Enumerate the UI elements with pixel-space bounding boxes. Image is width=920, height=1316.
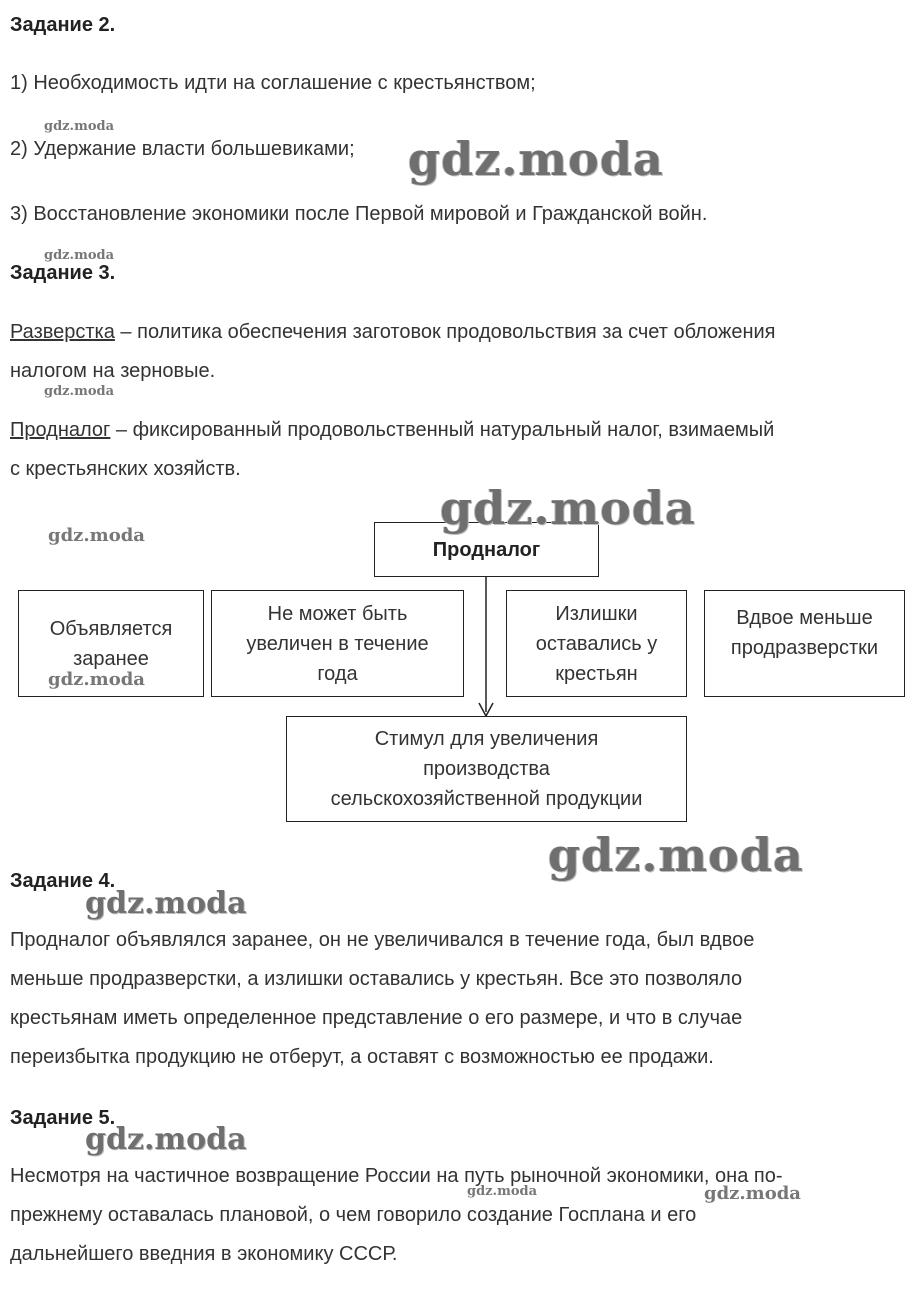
term-prodnalog: Продналог: [10, 419, 111, 441]
task4-paragraph: [10, 921, 915, 1077]
result-line2: производства: [423, 758, 550, 780]
box4-line2: продразверстки: [730, 637, 879, 659]
definition-text-line1: – политика обеспечения заготовок продовольствия за счет обложения: [114, 321, 776, 343]
task5-heading: Задание 5.: [10, 1107, 116, 1129]
diagram-top-label: Продналог: [432, 538, 541, 561]
diagram-result-box: [286, 716, 687, 822]
watermark: gdz.moda: [85, 886, 247, 921]
result-line1: Стимул для увеличения: [374, 728, 599, 750]
task2-item-3: 3) Восстановление экономики после Первой мировой и Гражданской войн.: [10, 203, 708, 225]
watermark: gdz.moda: [440, 481, 696, 535]
diagram-box-2: [211, 590, 464, 697]
task5-line: Несмотря на частичное возвращение России на путь рыночной экономики, она по-: [10, 1165, 783, 1187]
box2-line1: Не может быть: [267, 602, 408, 625]
definition-text-line1: – фиксированный продовольственный натуральный налог, взимаемый: [110, 419, 775, 441]
watermark: gdz.moda: [44, 248, 115, 263]
task4-line: переизбытка продукцию не отберут, а оставят с возможностью ее продажи.: [10, 1046, 714, 1068]
watermark: gdz.moda: [48, 525, 145, 546]
task5-line: дальнейшего введния в экономику СССР.: [10, 1243, 398, 1265]
watermark: gdz.moda: [548, 828, 804, 882]
task4-heading: Задание 4.: [10, 870, 116, 892]
watermark: gdz.moda: [85, 1122, 247, 1157]
task2-item-1: 1) Необходимость идти на соглашение с крестьянством;: [10, 72, 536, 94]
result-line3: сельскохозяйственной продукции: [330, 788, 643, 810]
box4-line1: Вдвое меньше: [736, 607, 873, 629]
box1-line2: заранее: [73, 647, 149, 670]
diagram-box-3: [506, 590, 687, 697]
task2-heading: Задание 2.: [10, 14, 116, 36]
watermark: gdz.moda: [704, 1183, 801, 1204]
box1-line1: Объявляется: [49, 617, 173, 640]
watermark: gdz.moda: [44, 384, 115, 399]
box2-line2: увеличен в течение: [246, 632, 429, 655]
box3-line2: оставались у: [535, 632, 658, 655]
task4-line: Продналог объявлялся заранее, он не увеличивался в течение года, был вдвое: [10, 929, 755, 951]
task3-heading: Задание 3.: [10, 262, 116, 284]
watermark: gdz.moda: [408, 132, 664, 186]
watermark: gdz.moda: [44, 119, 115, 134]
box3-line3: крестьян: [555, 662, 638, 685]
definition-text-line2: с крестьянских хозяйств.: [10, 458, 241, 480]
diagram-box-4: [704, 590, 905, 697]
definition-text-line2: налогом на зерновые.: [10, 360, 216, 382]
task2-item-2: 2) Удержание власти большевиками;: [10, 138, 355, 160]
task5-line: прежнему оставалась плановой, о чем говорило создание Госплана и его: [10, 1204, 697, 1226]
watermark: gdz.moda: [467, 1184, 538, 1199]
task5-paragraph: [10, 1157, 915, 1274]
box2-line3: года: [317, 662, 358, 685]
task4-line: крестьянам иметь определенное представление о его размере, и что в случае: [10, 1007, 743, 1029]
task4-line: меньше продразверстки, а излишки оставались у крестьян. Все это позволяло: [10, 968, 743, 990]
watermark: gdz.moda: [48, 669, 145, 690]
box3-line1: Излишки: [555, 602, 638, 625]
term-razverstka: Разверстка: [10, 321, 115, 343]
